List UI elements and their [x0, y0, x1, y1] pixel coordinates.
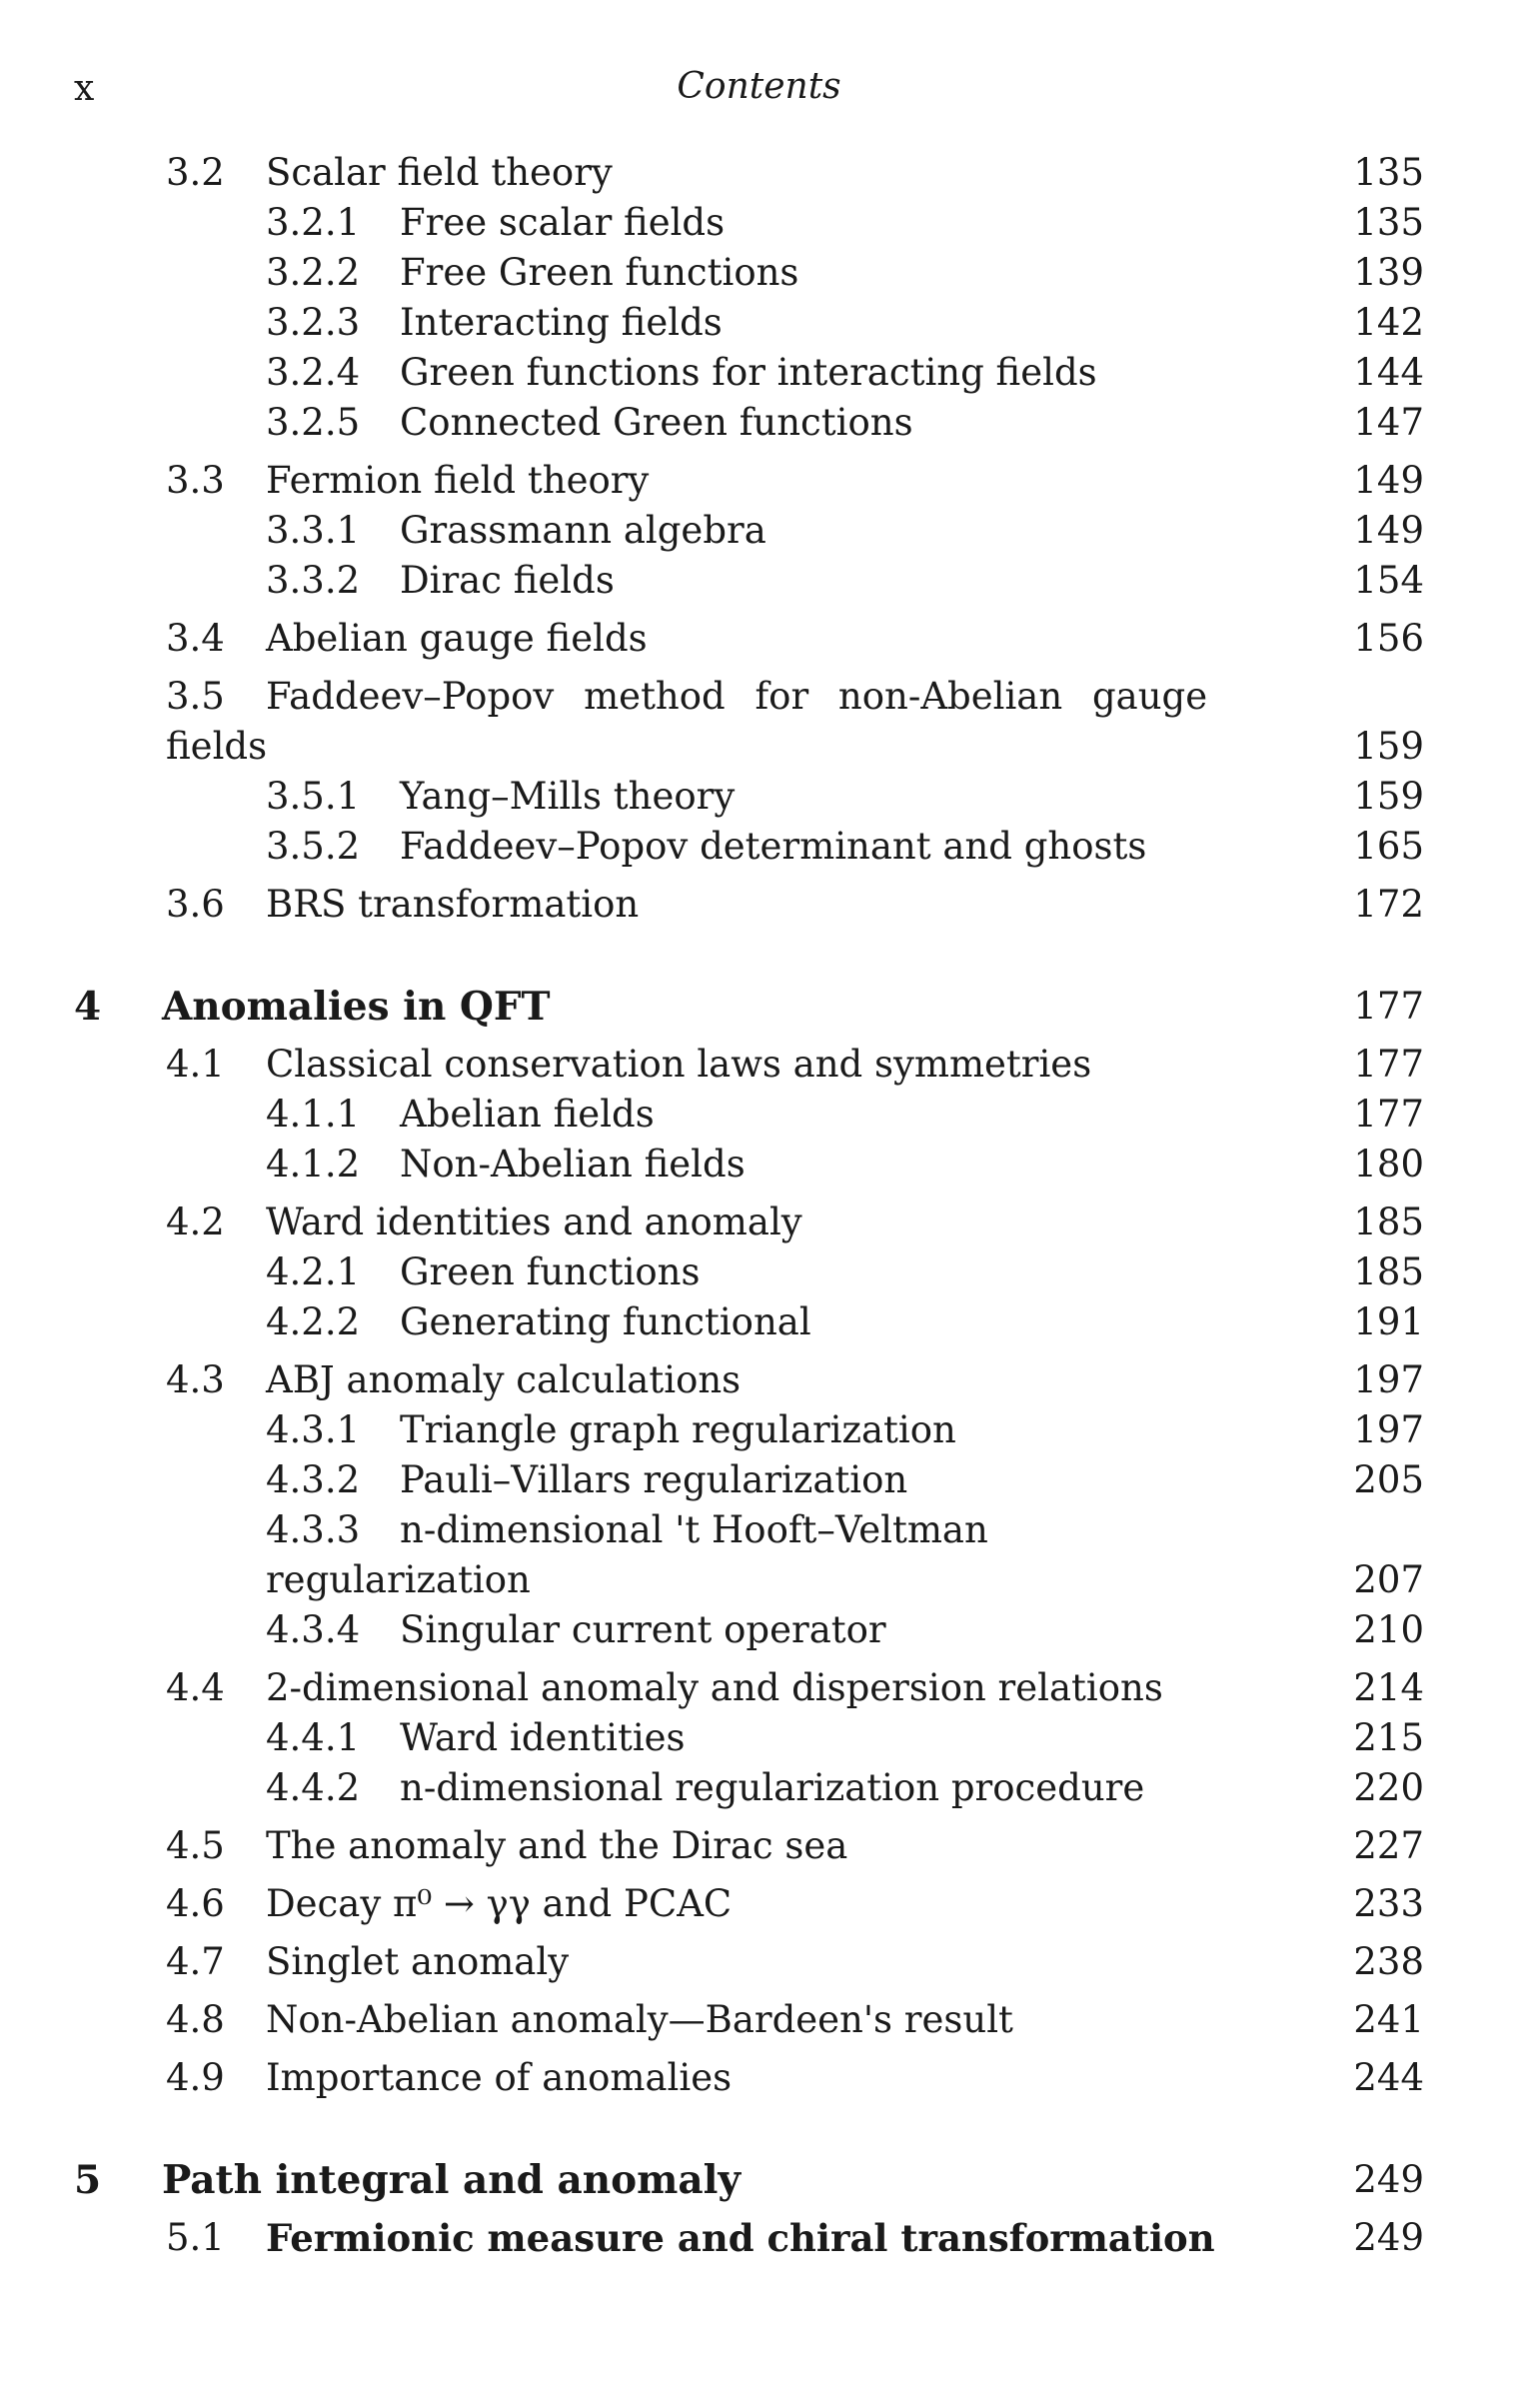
- section-number: 4.7: [166, 1940, 225, 1983]
- section-number: 3.6: [166, 883, 225, 926]
- section-title: Fermionic measure and chiral transformation: [266, 2216, 1215, 2260]
- subsection-number: 3.5.1: [266, 775, 361, 818]
- page-ref: 238: [1353, 1940, 1424, 1983]
- subsection-number: 4.3.3: [266, 1508, 361, 1551]
- page-number: x: [74, 68, 95, 109]
- subsection-number: 4.3.4: [266, 1608, 361, 1651]
- section-number: 4.1: [166, 1043, 225, 1086]
- page-ref: 210: [1353, 1608, 1424, 1651]
- toc-subsection-continuation: [0, 1555, 1518, 1605]
- toc-section: [0, 1821, 1518, 1871]
- page-ref: 135: [1353, 151, 1424, 194]
- page-ref: 139: [1353, 251, 1424, 294]
- subsection-title: Green functions for interacting fields: [400, 351, 1097, 394]
- toc-subsection: [0, 1713, 1518, 1763]
- page-ref: 159: [1353, 725, 1424, 768]
- page-ref: 185: [1353, 1201, 1424, 1243]
- chapter-number: 4: [74, 984, 102, 1030]
- toc-subsection: [0, 1405, 1518, 1455]
- subsection-number: 4.4.2: [266, 1766, 361, 1809]
- toc-section: [0, 148, 1518, 198]
- section-title: Scalar field theory: [266, 151, 613, 194]
- toc-subsection: [0, 1505, 1518, 1555]
- page-ref: 197: [1353, 1408, 1424, 1451]
- toc-subsection: [0, 1763, 1518, 1813]
- page-ref: 135: [1353, 201, 1424, 244]
- toc-subsection: [0, 198, 1518, 248]
- page-ref: 197: [1353, 1358, 1424, 1401]
- page-ref: 144: [1353, 351, 1424, 394]
- page-ref: 191: [1353, 1300, 1424, 1343]
- subsection-title: Singular current operator: [400, 1608, 886, 1651]
- chapter-title: Path integral and anomaly: [162, 2157, 742, 2203]
- toc-subsection: [0, 1247, 1518, 1297]
- section-number: 5.1: [166, 2216, 225, 2259]
- subsection-number: 4.1.1: [266, 1093, 361, 1136]
- subsection-title: Free Green functions: [400, 251, 799, 294]
- section-title: 2-dimensional anomaly and dispersion relations: [266, 1666, 1163, 1709]
- page-ref: 172: [1353, 883, 1424, 926]
- toc-chapter: [0, 2155, 1518, 2205]
- toc-section: [0, 1937, 1518, 1987]
- subsection-title: Connected Green functions: [400, 401, 913, 444]
- page-ref: 227: [1353, 1824, 1424, 1867]
- subsection-number: 3.5.2: [266, 825, 361, 868]
- subsection-number: 4.2.2: [266, 1300, 361, 1343]
- subsection-title: n-dimensional 't Hooft–Veltman: [400, 1508, 988, 1551]
- subsection-title: Interacting fields: [400, 301, 723, 344]
- section-title: BRS transformation: [266, 883, 640, 926]
- toc-section: [0, 456, 1518, 506]
- toc-subsection: [0, 556, 1518, 606]
- toc-subsection: [0, 1455, 1518, 1505]
- toc-subsection: [0, 1140, 1518, 1190]
- page-ref: 207: [1353, 1558, 1424, 1601]
- section-title: Singlet anomaly: [266, 1940, 570, 1983]
- section-title: ABJ anomaly calculations: [266, 1358, 742, 1401]
- subsection-number: 4.3.1: [266, 1408, 361, 1451]
- chapter-title: Anomalies in QFT: [162, 984, 551, 1030]
- page-ref: 177: [1353, 1043, 1424, 1086]
- subsection-title: n-dimensional regularization procedure: [400, 1766, 1145, 1809]
- section-title: Classical conservation laws and symmetries: [266, 1043, 1092, 1086]
- toc-subsection: [0, 822, 1518, 872]
- chapter-number: 5: [74, 2157, 102, 2203]
- section-title-continued: fields: [166, 725, 268, 768]
- subsection-number: 4.4.1: [266, 1716, 361, 1759]
- page-ref: 154: [1353, 559, 1424, 602]
- subsection-title: Abelian fields: [400, 1093, 655, 1136]
- section-number: 3.3: [166, 459, 225, 502]
- page-ref: 233: [1353, 1882, 1424, 1925]
- subsection-title: Green functions: [400, 1250, 701, 1293]
- page-ref: 156: [1353, 617, 1424, 660]
- section-title: Fermion field theory: [266, 459, 650, 502]
- subsection-title: Pauli–Villars regularization: [400, 1458, 908, 1501]
- subsection-number: 4.3.2: [266, 1458, 361, 1501]
- toc-subsection: [0, 298, 1518, 348]
- subsection-title: Triangle graph regularization: [400, 1408, 956, 1451]
- toc-section: [0, 1040, 1518, 1090]
- page-ref: 149: [1353, 459, 1424, 502]
- toc-subsection: [0, 248, 1518, 298]
- page-ref: 215: [1353, 1716, 1424, 1759]
- section-number: 4.5: [166, 1824, 225, 1867]
- section-title: Faddeev–Popov method for non-Abelian gauge: [266, 675, 1208, 718]
- subsection-number: 3.3.2: [266, 559, 361, 602]
- page-ref: 205: [1353, 1458, 1424, 1501]
- section-title: The anomaly and the Dirac sea: [266, 1824, 848, 1867]
- page-ref: 147: [1353, 401, 1424, 444]
- toc-subsection: [0, 1605, 1518, 1655]
- section-number: 3.5: [166, 675, 225, 718]
- page-ref: 249: [1353, 2216, 1424, 2259]
- section-number: 3.2: [166, 151, 225, 194]
- subsection-title-continued: regularization: [266, 1558, 531, 1601]
- toc-subsection: [0, 1297, 1518, 1347]
- toc-section: [0, 2213, 1518, 2263]
- page-ref: 159: [1353, 775, 1424, 818]
- page-ref: 177: [1353, 985, 1424, 1028]
- toc-section: [0, 672, 1518, 722]
- page-ref: 244: [1353, 2056, 1424, 2099]
- section-number: 4.9: [166, 2056, 225, 2099]
- section-title: Abelian gauge fields: [266, 617, 648, 660]
- section-number: 4.3: [166, 1358, 225, 1401]
- toc-section: [0, 1879, 1518, 1929]
- subsection-number: 3.2.5: [266, 401, 361, 444]
- toc-section: [0, 880, 1518, 930]
- toc-section-continuation: [0, 722, 1518, 772]
- subsection-number: 3.2.1: [266, 201, 361, 244]
- section-title: Non-Abelian anomaly—Bardeen's result: [266, 1998, 1013, 2041]
- section-number: 4.6: [166, 1882, 225, 1925]
- page-ref: 249: [1353, 2158, 1424, 2201]
- subsection-title: Ward identities: [400, 1716, 686, 1759]
- subsection-number: 3.2.2: [266, 251, 361, 294]
- page-ref: 177: [1353, 1093, 1424, 1136]
- page-ref: 165: [1353, 825, 1424, 868]
- toc-subsection: [0, 1090, 1518, 1140]
- toc-subsection: [0, 398, 1518, 448]
- subsection-title: Yang–Mills theory: [400, 775, 736, 818]
- subsection-title: Generating functional: [400, 1300, 811, 1343]
- page-ref: 149: [1353, 509, 1424, 552]
- toc-section: [0, 1355, 1518, 1405]
- page-ref: 214: [1353, 1666, 1424, 1709]
- subsection-title: Grassmann algebra: [400, 509, 766, 552]
- subsection-number: 4.2.1: [266, 1250, 361, 1293]
- section-number: 4.4: [166, 1666, 225, 1709]
- toc-chapter: [0, 982, 1518, 1032]
- section-number: 4.2: [166, 1201, 225, 1243]
- subsection-title: Dirac fields: [400, 559, 615, 602]
- toc-subsection: [0, 772, 1518, 822]
- page-ref: 180: [1353, 1143, 1424, 1186]
- subsection-title: Non-Abelian fields: [400, 1143, 746, 1186]
- section-number: 4.8: [166, 1998, 225, 2041]
- section-title: Ward identities and anomaly: [266, 1201, 802, 1243]
- page-ref: 185: [1353, 1250, 1424, 1293]
- subsection-number: 3.3.1: [266, 509, 361, 552]
- section-number: 3.4: [166, 617, 225, 660]
- toc-section: [0, 1995, 1518, 2045]
- toc-section: [0, 2053, 1518, 2103]
- toc-subsection: [0, 348, 1518, 398]
- section-title: Importance of anomalies: [266, 2056, 733, 2099]
- toc-subsection: [0, 506, 1518, 556]
- running-title: Contents: [677, 66, 841, 107]
- toc-section: [0, 614, 1518, 664]
- page-ref: 220: [1353, 1766, 1424, 1809]
- subsection-title: Faddeev–Popov determinant and ghosts: [400, 825, 1147, 868]
- toc-section: [0, 1198, 1518, 1247]
- subsection-title: Free scalar fields: [400, 201, 726, 244]
- page-ref: 142: [1353, 301, 1424, 344]
- subsection-number: 3.2.4: [266, 351, 361, 394]
- section-title: Decay π⁰ → γγ and PCAC: [266, 1882, 733, 1925]
- subsection-number: 3.2.3: [266, 301, 361, 344]
- page-ref: 241: [1353, 1998, 1424, 2041]
- toc-section: [0, 1663, 1518, 1713]
- subsection-number: 4.1.2: [266, 1143, 361, 1186]
